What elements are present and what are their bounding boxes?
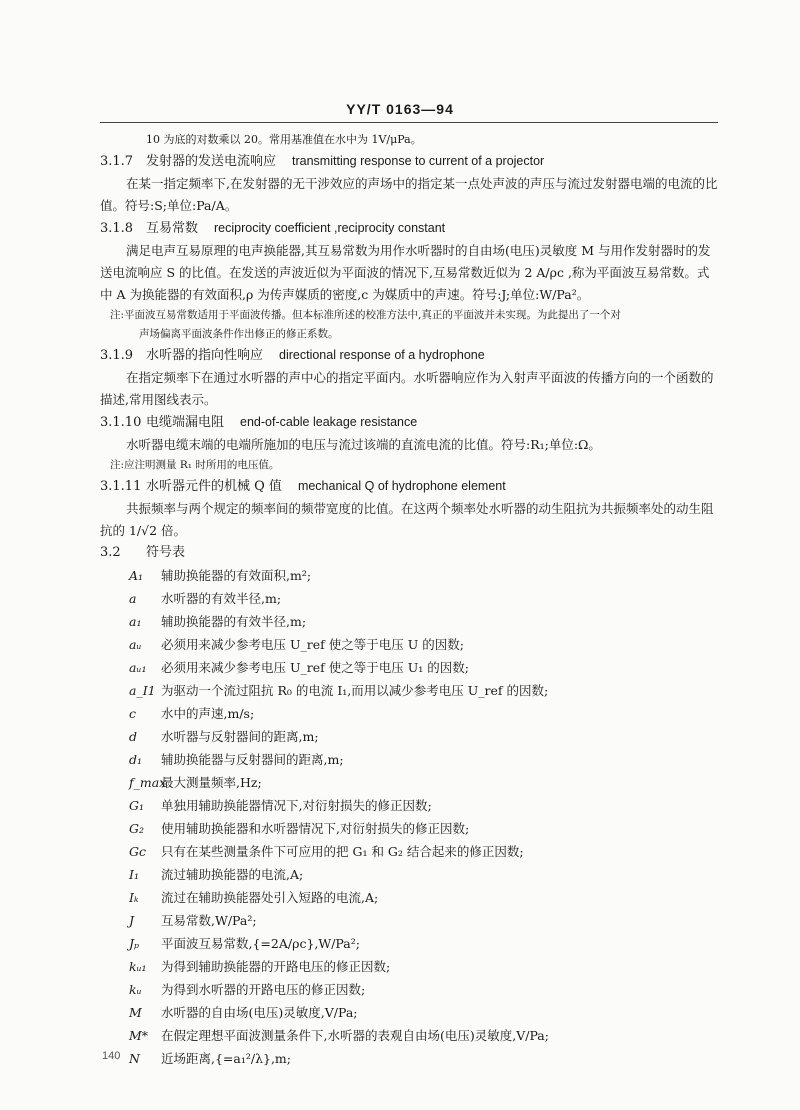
symbol-row [100, 1001, 718, 1024]
section-3-1-11-body: 共振频率与两个规定的频率间的频带宽度的比值。在这两个频率处水听器的动生阻抗为共振频率处的动生阻抗的 1/√2 倍。 [100, 501, 714, 538]
symbol: kᵤ [129, 982, 142, 997]
symbol: G₁ [129, 798, 144, 813]
section-title-cn: 互易常数 [146, 221, 199, 236]
symbol-row [100, 840, 718, 863]
symbol-row [100, 748, 718, 771]
symbol: Iₖ [129, 890, 139, 905]
symbol-description: 必须用来减少参考电压 U_ref 使之等于电压 U₁ 的因数; [161, 660, 469, 675]
symbol-list [100, 564, 718, 1070]
symbol-description: 只有在某些测量条件下可应用的把 G₁ 和 G₂ 结合起来的修正因数; [161, 844, 524, 859]
symbol-description: 水听器的有效半径,m; [161, 591, 282, 606]
section-number: 3.1.8 [100, 221, 134, 236]
symbol-description: 为得到水听器的开路电压的修正因数; [161, 982, 366, 997]
symbol-description: 流过辅助换能器的电流,A; [161, 867, 304, 882]
symbol-row [100, 564, 718, 587]
symbol-description: 水听器与反射器间的距离,m; [161, 729, 319, 744]
symbol-row [100, 633, 718, 656]
section-3-2-heading [100, 542, 718, 564]
symbol-row [100, 610, 718, 633]
symbol: A₁ [129, 568, 144, 583]
symbol: I₁ [129, 867, 139, 882]
section-3-1-10-note: 注:应注明测量 R₁ 时所用的电压值。 [110, 459, 280, 471]
symbol-row [100, 978, 718, 1001]
symbol: J [129, 913, 135, 928]
section-title-en: directional response of a hydrophone [279, 348, 485, 362]
page-body [100, 130, 718, 1070]
symbol: a₁ [129, 614, 142, 629]
symbol-row [100, 863, 718, 886]
symbol-description: 辅助换能器的有效半径,m; [161, 614, 307, 629]
symbol-description: 单独用辅助换能器情况下,对衍射损失的修正因数; [161, 798, 432, 813]
section-title-cn: 水听器的指向性响应 [146, 348, 264, 363]
symbol-row [100, 932, 718, 955]
section-title-en: end-of-cable leakage resistance [240, 415, 418, 429]
section-number: 3.2 [100, 545, 121, 560]
symbol: f_max [129, 775, 167, 790]
section-title-en: mechanical Q of hydrophone element [297, 479, 506, 493]
symbol-description: 辅助换能器与反射器间的距离,m; [161, 752, 344, 767]
symbol-description: 平面波互易常数,{=2A/ρc},W/Pa²; [161, 936, 360, 951]
section-number: 3.1.7 [100, 154, 134, 169]
section-3-1-8-note-cont: 声场偏离平面波条件作出修正的修正系数。 [139, 328, 339, 340]
symbol-row [100, 886, 718, 909]
section-title-cn: 符号表 [146, 545, 186, 560]
symbol-row [100, 817, 718, 840]
symbol-description: 为得到辅助换能器的开路电压的修正因数; [161, 959, 391, 974]
section-3-1-9-heading [100, 344, 718, 367]
page-number: 140 [102, 1050, 121, 1062]
symbol: N [129, 1051, 140, 1066]
section-title-cn: 电缆端漏电阻 [146, 415, 225, 430]
section-title-en: reciprocity coefficient ,reciprocity constant [214, 221, 446, 235]
section-3-1-9-body: 在指定频率下在通过水听器的声中心的指定平面内。水听器响应作为入射声平面波的传播方向的一个函数的描述,常用图线表示。 [100, 370, 714, 407]
symbol: Jₚ [129, 936, 140, 951]
symbol-description: 流过在辅助换能器处引入短路的电流,A; [161, 890, 379, 905]
symbol: d₁ [129, 752, 143, 767]
symbol: aᵤ₁ [129, 660, 147, 675]
symbol-description: 互易常数,W/Pa²; [161, 913, 257, 928]
symbol-row [100, 587, 718, 610]
symbol-row [100, 725, 718, 748]
symbol-description: 水听器的自由场(电压)灵敏度,V/Pa; [161, 1005, 358, 1020]
symbol: M [129, 1005, 142, 1020]
section-3-1-10-body: 水听器电缆末端的电端所施加的电压与流过该端的直流电流的比值。符号:R₁;单位:Ω。 [126, 437, 601, 452]
section-title-cn: 发射器的发送电流响应 [146, 154, 277, 169]
symbol-description: 辅助换能器的有效面积,m²; [161, 568, 312, 583]
section-number: 3.1.9 [100, 348, 134, 363]
symbol: kᵤ₁ [129, 959, 147, 974]
symbol-row [100, 909, 718, 932]
section-3-1-7-heading [100, 150, 718, 173]
symbol-row [100, 1024, 718, 1047]
symbol-description: 在假定理想平面波测量条件下,水听器的表观自由场(电压)灵敏度,V/Pa; [161, 1028, 549, 1043]
symbol-description: 水中的声速,m/s; [161, 706, 255, 721]
symbol-row [100, 679, 718, 702]
section-3-1-8-note: 注:平面波互易常数适用于平面波传播。但本标准所述的校准方法中,真正的平面波并未实现。为此提出了一个对 [110, 309, 621, 321]
symbol: M* [129, 1028, 149, 1043]
symbol: Gc [129, 844, 146, 859]
intro-line: 10 为底的对数乘以 20。常用基准值在水中为 1V/μPa。 [146, 133, 422, 146]
section-number: 3.1.11 [100, 479, 142, 494]
symbol-row [100, 702, 718, 725]
symbol-description: 为驱动一个流过阻抗 R₀ 的电流 I₁,而用以减少参考电压 U_ref 的因数; [161, 683, 549, 698]
symbol-row [100, 771, 718, 794]
symbol: G₂ [129, 821, 144, 836]
symbol: a_I1 [129, 683, 156, 698]
symbol: a [129, 591, 137, 606]
section-3-1-10-heading [100, 411, 718, 434]
symbol-description: 近场距离,{=a₁²/λ},m; [161, 1051, 291, 1066]
section-3-1-11-heading [100, 475, 718, 498]
symbol: aᵤ [129, 637, 142, 652]
symbol-description: 使用辅助换能器和水听器情况下,对衍射损失的修正因数; [161, 821, 470, 836]
section-title-en: transmitting response to current of a projector [292, 154, 545, 168]
section-3-1-8-body: 满足电声互易原理的电声换能器,其互易常数为用作水听器时的自由场(电压)灵敏度 M 与用作发射器时的发送电流响应 S 的比值。在发送的声波近似为平面波的情况下,互易常数近似为 2 A/ρc ,称为平面波互易常数。式中 A 为换能器的有效面积,ρ 为传声媒质的密度,c 为媒质中的声速。符号:J;单位:W/Pa²。 [100, 243, 711, 302]
header-rule [100, 122, 718, 123]
section-title-cn: 水听器元件的机械 Q 值 [146, 479, 282, 494]
symbol: d [129, 729, 138, 744]
section-3-1-8-heading [100, 217, 718, 240]
symbol-description: 必须用来减少参考电压 U_ref 使之等于电压 U 的因数; [161, 637, 464, 652]
symbol-description: 最大测量频率,Hz; [161, 775, 262, 790]
section-number: 3.1.10 [100, 415, 142, 430]
symbol-row [100, 955, 718, 978]
symbol-row [100, 794, 718, 817]
symbol-row [100, 1047, 718, 1070]
symbol-row [100, 656, 718, 679]
symbol: c [129, 706, 137, 721]
document-header: YY/T 0163—94 [346, 101, 454, 117]
section-3-1-7-body: 在某一指定频率下,在发射器的无干涉效应的声场中的指定某一点处声波的声压与流过发射器电端的电流的比值。符号:S;单位:Pa/A。 [100, 176, 718, 213]
